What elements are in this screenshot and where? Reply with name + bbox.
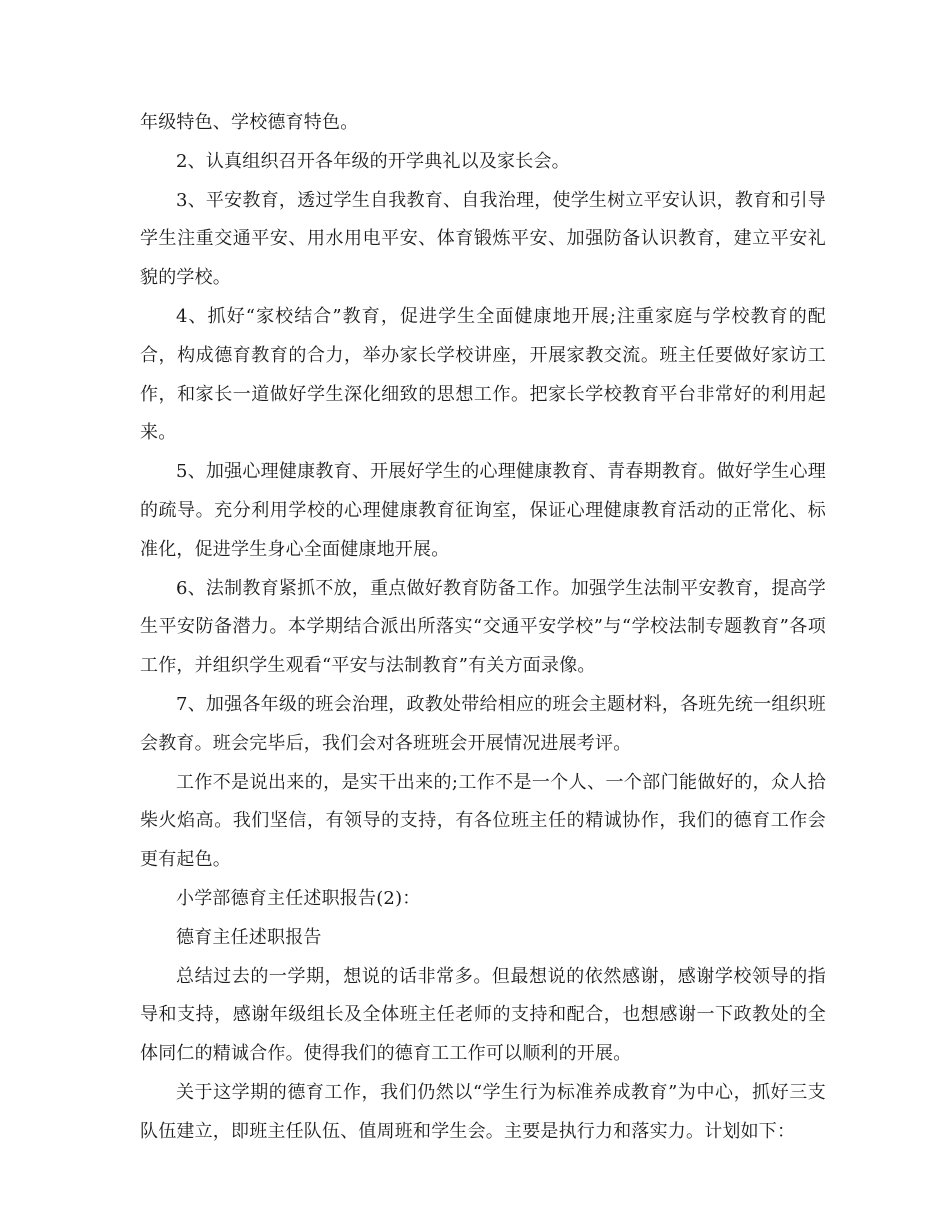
paragraph-item-4: 4、抓好“家校结合”教育，促进学生全面健康地开展;注重家庭与学校教育的配合，构成德育教育的合力，举办家长学校讲座，开展家教交流。班主任要做好家访工作，和家长一道做好学生深化细致的思想工作。把家长学校教育平台非常好的利用起来。 (140, 305, 826, 444)
paragraph-item-5: 5、加强心理健康教育、开展好学生的心理健康教育、青春期教育。做好学生心理的疏导。充分利用学校的心理健康教育征询室，保证心理健康教育活动的正常化、标准化，促进学生身心全面健康地开展。 (140, 461, 826, 560)
paragraph-item-7: 7、加强各年级的班会治理，政教处带给相应的班会主题材料，各班先统一组织班会教育。班会完毕后，我们会对各班班会开展情况进展考评。 (140, 693, 826, 754)
paragraph-item-6: 6、法制教育紧抓不放，重点做好教育防备工作。加强学生法制平安教育，提高学生平安防备潜力。本学期结合派出所落实“交通平安学校”与“学校法制专题教育”各项工作，并组织学生观看“平安与法制教育”有关方面录像。 (140, 577, 826, 677)
paragraph-item-3: 3、平安教育，透过学生自我教育、自我治理，使学生树立平安认识，教育和引导学生注重交通平安、用水用电平安、体育锻炼平安、加强防备认识教育，建立平安礼貌的学校。 (140, 189, 826, 289)
paragraph-closing: 工作不是说出来的，是实干出来的;工作不是一个人、一个部门能做好的，众人拾柴火焰高。我们坚信，有领导的支持，有各位班主任的精诚协作，我们的德育工作会更有起色。 (140, 771, 826, 871)
section-heading: 小学部德育主任述职报告(2)： (176, 887, 421, 909)
paragraph-summary: 总结过去的一学期，想说的话非常多。但最想说的依然感谢，感谢学校领导的指导和支持，感谢年级组长及全体班主任老师的支持和配合，也想感谢一下政教处的全体同仁的精诚合作。使得我们的德育工工作可以顺利的开展。 (140, 965, 826, 1065)
report-title: 德育主任述职报告 (176, 926, 322, 948)
paragraph-continuation: 年级特色、学校德育特色。 (140, 112, 359, 133)
document-page (140, 104, 826, 1152)
paragraph-item-2: 2、认真组织召开各年级的开学典礼以及家长会。 (176, 150, 570, 172)
paragraph-plan-intro: 关于这学期的德育工作，我们仍然以“学生行为标准养成教育”为中心，抓好三支队伍建立，即班主任队伍、值周班和学生会。主要是执行力和落实力。计划如下： (140, 1081, 826, 1142)
